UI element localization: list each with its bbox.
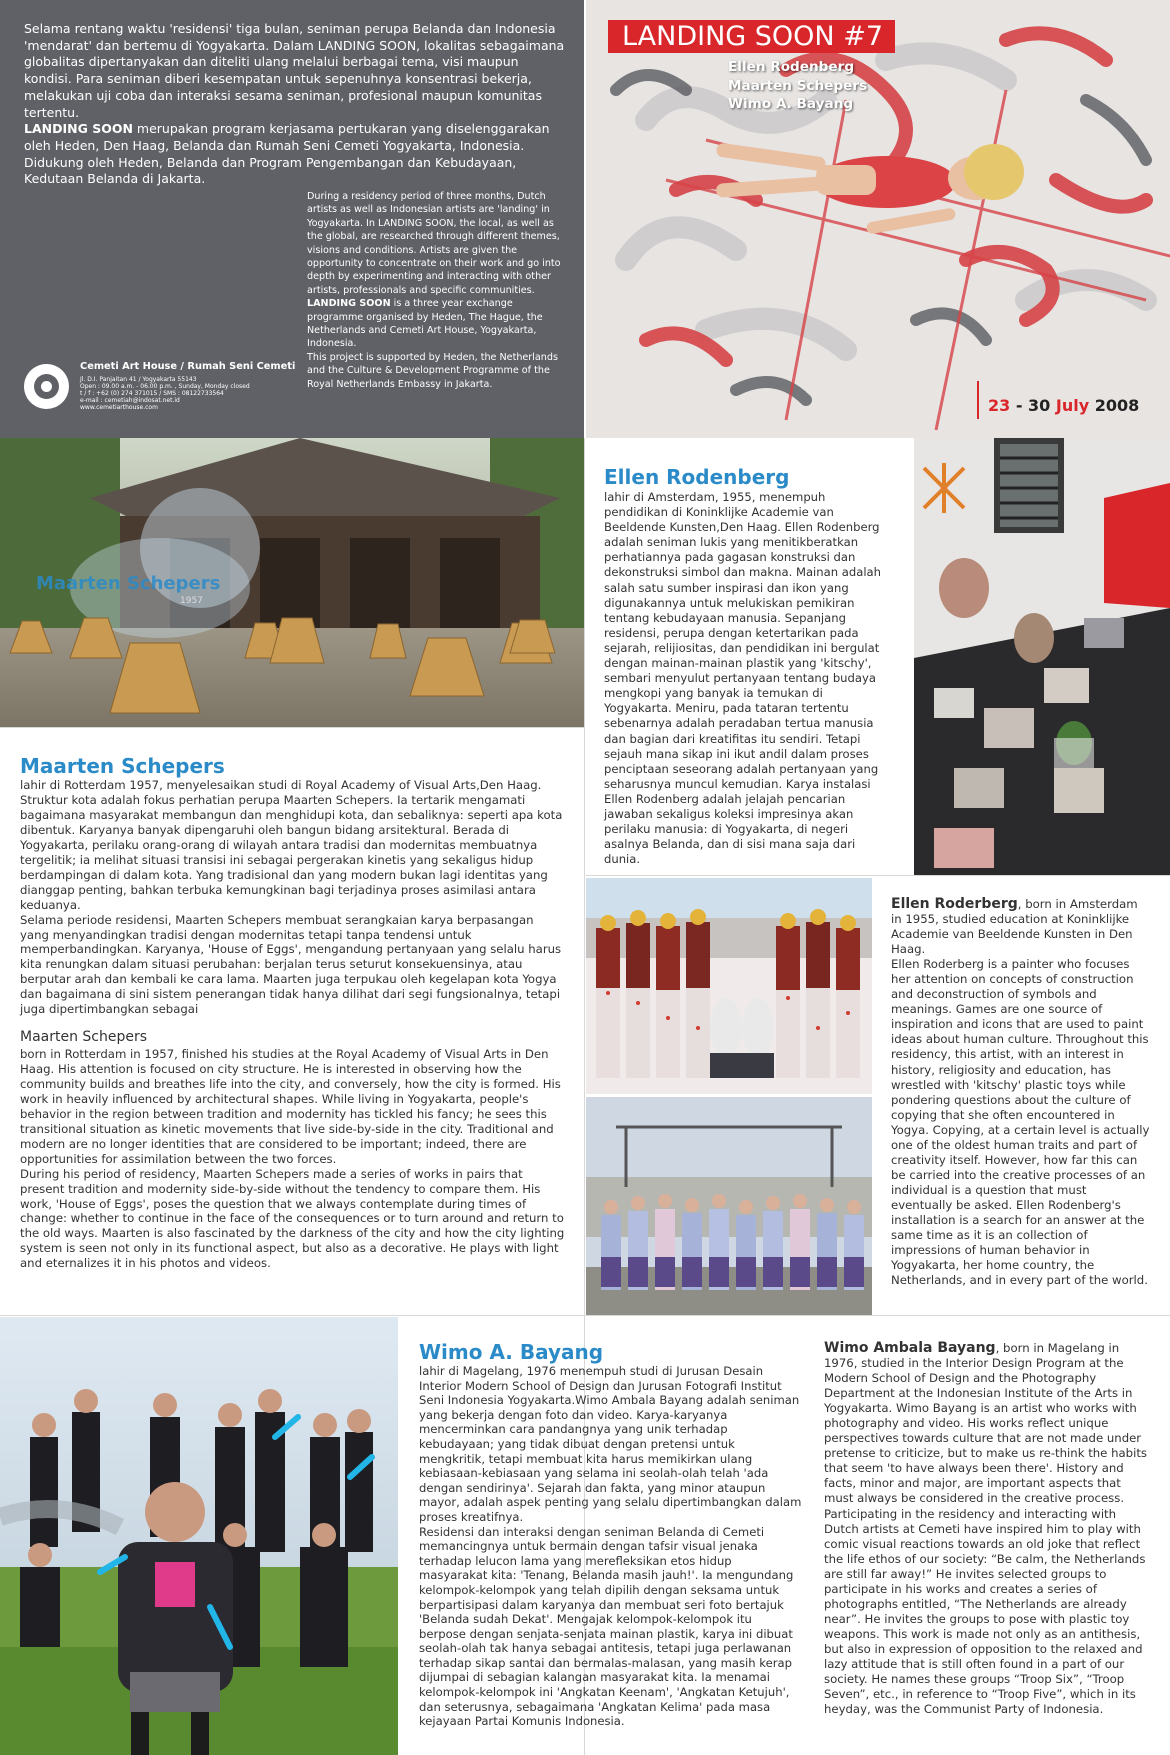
cemeti-address: Jl. D.I. Panjaitan 41 / Yogyakarta 55143 [80, 376, 197, 383]
intro-id-paragraph-2: LANDING SOON merupakan program kerjasama pertukaran yang diselenggarakan oleh Heden, Den Haag, Belanda dan Rumah Seni Cemeti Yogyakarta, Indonesia. Didukung oleh Heden, Belanda dan Program Pengembangan dan Kebudayaan, Kedutaan Belanda di Jakarta. [24, 121, 550, 187]
ellen-en-text [891, 897, 1150, 1288]
maarten-heading: Maarten Schepers [20, 754, 225, 778]
wimo-id-paragraph-2: Residensi dan interaksi dengan seniman Belanda di Cemeti memancingnya untuk bermain dengan tafsir visual jenaka terhadap lelucon lama yang merefleksikan etos hidup masyarakat kita: 'Tenang, Belanda masih jauh!'. Ia mengundang kelompok-kelompok yang telah dipilih dengan seksama untuk berpartisipasi dalam karyanya dan membuat seri foto bertajuk 'Belanda sudah Dekat'. Mengajak kelompok-kelompok itu berpose dengan senjata-senjata mainan plastik, karya ini dibuat seolah-olah tak hanya sebagai antitesis, tetapi juga perlawanan terhadap sikap santai dan bermalas-malasan, yang masih kerap dijumpai di sebagian kalangan masyarakat kita. Ia menamai kelompok-kelompok ini 'Angkatan Keenam', 'Angkatan Ketujuh', dan seterusnya, sebagaimana 'Angkatan Kelima' pada masa kejayaan Partai Komunis Indonesia. [419, 1524, 794, 1729]
intro-indonesian [24, 21, 569, 188]
divider-ellen-bottom [586, 875, 1170, 876]
photo-overlay-year: 1957 [180, 596, 203, 606]
punk-group-photo [0, 1317, 398, 1755]
intro-en-paragraph-2: LANDING SOON is a three year exchange programme organised by Heden, The Hague, the Netherlands and Cemeti Art House, Yogyakarta, Indonesia. [307, 298, 543, 350]
cover-artwork-image [586, 0, 1170, 438]
cover-artist-1: Ellen Rodenberg [728, 59, 855, 75]
cemeti-email: e-mail : cemetiah@indosat.net.id [80, 397, 180, 404]
ellen-id-text: lahir di Amsterdam, 1955, menempuh pendidikan di Koninklijke Academie van Beeldende Kunsten,Den Haag. Ellen Rodenberg adalah seniman lukis yang menitikberatkan perhatiannya pada gagasan konstruksi dan dekonstruksi simbol dan makna. Mainan adalah salah satu sumber inspirasi dan ikon yang digunakannya untuk melukiskan pemikiran tentang kebudayaan manusia. Sepanjang residensi, perupa dengan ketertarikan pada sejarah, relijiositas, dan pendidikan ini bergulat dengan mainan-mainan plastik yang 'kitschy', sembari menyulut pertanyaan tentang budaya mengkopi yang banyak ia temukan di Yogyakarta. Meniru, pada tataran tertentu sebenarnya adalah peradaban tertua manusia dan bagian dari kreatifitas itu sendiri. Tetapi sejauh mana sikap ini ikut andil dalam proses penciptaan seseorang adalah pertanyaan yang seharusnya muncul kemudian. Karya instalasi Ellen Rodenberg adalah jelajah pencarian jawaban sekaligus koleksi impresinya akan perilaku manusia: di Yogyakarta, di negeri asalnya Belanda, dan di sisi mana saja dari dunia. [604, 490, 881, 867]
cemeti-logo-icon [24, 364, 69, 409]
maarten-id-paragraph-1: lahir di Rotterdam 1957, menyelesaikan studi di Royal Academy of Visual Arts,Den Haag. Struktur kota adalah fokus perhatian perupa Maarten Schepers. Ia tertarik mengamati bagaimana masyarakat membangun dan menghidupi kota, dan sebaliknya: seperti apa kota dibentuk. Karyanya banyak dipengaruhi oleh bangun bidang arsitektural. Berada di Yogyakarta, perilaku orang-orang di wilayah antara tradisi dan modernitas membuatnya tergelitik; ia melihat situasi transisi ini sebagai pergerakan kinetis yang sekaligus hidup berdampingan di dalam kota. Yang tradisional dan yang modern bukan lagi identitas yang dianggap penting, bahkan terbuka kemungkinan bagi terjadinya proses asimilasi antara keduanya. [20, 778, 563, 912]
photo-overlay-name: Maarten Schepers [36, 573, 221, 594]
ladies-group-photo [586, 1097, 872, 1315]
cemeti-hours: Open : 09.00 a.m. - 06.00 p.m. , Sunday, Monday closed [80, 383, 250, 390]
dancers-group-photo [586, 878, 872, 1094]
wimo-en-text [824, 1341, 1150, 1717]
ellen-en-paragraph-2: Ellen Roderberg is a painter who focuses her attention on concepts of construction and deconstruction of symbols and meanings. Games are one source of inspiration and icons that are used to paint ideas about human culture. Throughout this residency, this artist, with an interest in history, religiosity and education, has wrestled with 'kitschy' plastic toys while pondering questions about the culture of copying that she often encountered in Yogya. Copying, at a certain level is actually one of the oldest human traits and part of creativity itself. However, how far this can be carried into the creative processes of an individual is a question that must eventually be asked. Ellen Rodenberg's installation is a search for an answer at the same time as it is an collection of impressions of human behavior in Yogyakarta, her home country, the Netherlands, and in every part of the world. [891, 957, 1150, 1288]
wimo-heading: Wimo A. Bayang [419, 1340, 604, 1364]
intro-id-paragraph-1: Selama rentang waktu 'residensi' tiga bulan, seniman perupa Belanda dan Indonesia 'mendarat' dan bertemu di Yogyakarta. Dalam LANDING SOON, lokalitas sebagaimana globalitas dipertanyakan dan diteliti ulang melalui berbagai tema, visi maupun kondisi. Para seniman diberi kesempatan untuk sepenuhnya konsentrasi bekerja, melakukan uji coba dan interaksi sesama seniman, profesional maupun komunitas tertentu. [24, 21, 565, 120]
dates-divider [977, 381, 979, 419]
wimo-en-paragraph-2: Participating in the residency and interacting with Dutch artists at Cemeti have inspired him to play with comic visual reactions towards an old joke that reflect the life ethos of our society: “Be calm, the Netherlands are still far away!” He invites selected groups to participate in his works and creates a series of photographs entitled, “The Netherlands are already near”. He invites the groups to pose with plastic toy weapons. This work is made not only as an antithesis, but also in expression of opposition to the relaxed and lazy attitude that is still often found in a part of our society. He names these groups “Troop Six”, “Troop Seven”, etc., in reference to “Troop Five”, which in its heyday, was the Communist Party of Indonesia. [824, 1506, 1146, 1717]
maarten-en-heading: Maarten Schepers [20, 1029, 148, 1045]
divider-maarten-top [0, 727, 584, 728]
ellen-heading: Ellen Rodenberg [604, 465, 790, 489]
wimo-en-name: Wimo Ambala Bayang [824, 1340, 996, 1356]
maarten-en-paragraph-2: During his period of residency, Maarten Schepers made a series of works in pairs that present tradition and modernity side-by-side without the tendency to compare them. His work, 'House of Eggs', poses the question that we always contemplate during times of change: whether to continue in the face of the consequences or to turn around and return to the old ways. Maarten is also fascinated by the darkness of the city and how the city lighting system is seen not only in its functional aspect, but also as a decorative. He plays with light and eternalizes it in his photos and videos. [20, 1166, 565, 1271]
intro-english [307, 190, 565, 391]
intro-en-paragraph-3: This project is supported by Heden, the Netherlands and the Culture & Development Programme of the Royal Netherlands Embassy in Jakarta. [307, 351, 558, 390]
intro-panel [0, 0, 584, 438]
ellen-en-name: Ellen Roderberg [891, 896, 1018, 912]
cemeti-name: Cemeti Art House / Rumah Seni Cemeti [80, 361, 296, 372]
maarten-en-text [20, 1047, 565, 1271]
maarten-id-text [20, 778, 565, 1017]
ellen-installation-photo [914, 438, 1170, 875]
intro-en-paragraph-1: During a residency period of three months, Dutch artists as well as Indonesian artists are 'landing' in Yogyakarta. In LANDING SOON, the local, as well as the global, are researched through different themes, visions and conditions. Artists are given the opportunity to concentrate on their work and go into depth by experimenting and interacting with other artists, professionals and specific communities. [307, 191, 561, 296]
cover-panel [586, 0, 1170, 438]
maarten-id-paragraph-2: Selama periode residensi, Maarten Schepers membuat serangkaian karya berpasangan yang menyandingkan tradisi dengan modernitas tetapi tanpa tendensi untuk memperbandingkan. Karyanya, 'House of Eggs', mengandung pertanyaan yang selalu harus kita renungkan dalam situasi perubahan: berjalan terus seturut konsekuensinya, atau berputar arah dan kembali ke cara lama. Maarten juga terpukau oleh kegelapan kota Yogya dan bagaimana di sini sistem penerangan tidak hanya dilihat dari segi fungsionalnya, tetapi juga dipertimbangkan sebagai [20, 912, 562, 1017]
cemeti-phone: t / f : +62 (0) 274 371015 / SMS : 08122733564 [80, 390, 224, 397]
wimo-en-paragraph-1: Wimo Ambala Bayang, born in Magelang in 1976, studied in the Interior Design Program at the Modern School of Design and the Photography Department at the Indonesian Institute of the Arts in Yogyakarta. Wimo Bayang is an artist who works with photography and video. His works reflect unique perspectives towards culture that are not made under pretense to criticize, but to make us re-think the habits that seem 'to have always been there'. History and facts, minor and major, are important aspects that must always be considered in the creative process. [824, 1340, 1147, 1506]
wimo-id-paragraph-1: lahir di Magelang, 1976 menempuh studi di Jurusan Desain Interior Modern School of Design dan Jurusan Fotografi Institut Seni Indonesia Yogyakarta.Wimo Ambala Bayang adalah seniman yang bekerja dengan foto dan video. Karya-karyanya mencerminkan cara pandangnya yang unik terhadap kebudayaan; yang tidak dibuat dengan pretensi untuk mengkritik, tetapi membuat kita harus memikirkan ulang kebiasaan-kebiasaan yang selama ini seolah-olah telah 'ada dengan sendirinya'. Sejarah dan fakta, yang minor ataupun mayor, adalah aspek penting yang selalu dipertimbangkan dalam proses kreatifnya. [419, 1364, 802, 1524]
ellen-en-paragraph-1: Ellen Roderberg, born in Amsterdam in 1955, studied education at Koninklijke Academie van Beeldende Kunsten in Den Haag. [891, 896, 1138, 957]
cemeti-website: www.cemetiarthouse.com [80, 404, 158, 411]
divider-wimo-top [0, 1315, 1170, 1316]
maarten-en-paragraph-1: born in Rotterdam in 1957, finished his studies at the Royal Academy of Visual Arts in Den Haag. His attention is focused on city structure. He is interested in observing how the community builds and breathes life into the city, and conversely, how the city is formed. His work in heavily influenced by architectural shapes. While living in Yogyakarta, people's behavior in the region between tradition and modernity has tickled his fancy; he sees this transitional situation as kinetic movements that live side-by-side in the city. Traditional and modern are no longer identities that are considered to be important; indeed, there are opportunities for assimilation between the two forces. [20, 1047, 561, 1166]
cover-artist-3: Wimo A. Bayang [728, 96, 854, 112]
exhibition-dates: 23 - 30 July 2008 [988, 396, 1139, 415]
cover-title: LANDING SOON #7 [608, 20, 895, 53]
cover-artist-2: Maarten Schepers [728, 78, 868, 94]
wimo-id-text [419, 1364, 802, 1729]
